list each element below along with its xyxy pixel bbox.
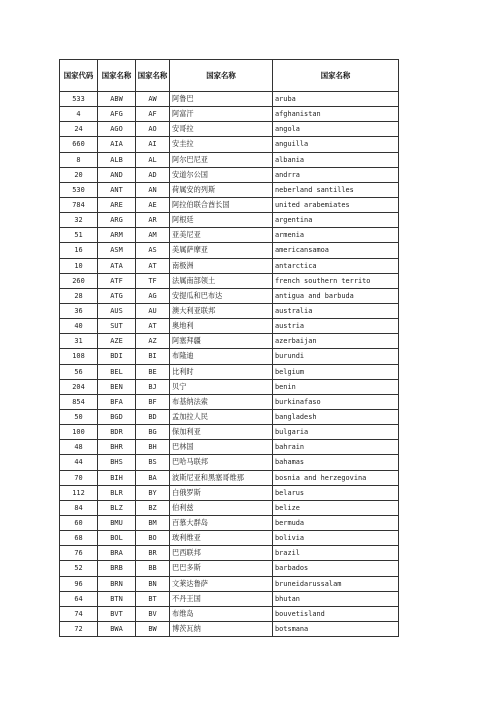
cell-english-name: australia <box>273 303 399 318</box>
cell-chinese-name: 保加利亚 <box>170 425 273 440</box>
cell-chinese-name: 巴巴多斯 <box>170 561 273 576</box>
cell-english-name: brazil <box>273 546 399 561</box>
cell-numeric-code: 108 <box>60 349 98 364</box>
cell-chinese-name: 玻利维亚 <box>170 531 273 546</box>
cell-numeric-code: 36 <box>60 303 98 318</box>
cell-alpha3-code: ANT <box>98 182 136 197</box>
table-row <box>60 546 399 561</box>
table-row <box>60 107 399 122</box>
cell-numeric-code: 20 <box>60 167 98 182</box>
cell-english-name: bouvetisland <box>273 606 399 621</box>
cell-alpha3-code: BEL <box>98 364 136 379</box>
cell-chinese-name: 贝宁 <box>170 379 273 394</box>
header-english-name: 国家名称 <box>273 60 399 92</box>
table-row <box>60 440 399 455</box>
cell-numeric-code: 72 <box>60 621 98 636</box>
cell-alpha3-code: ALB <box>98 152 136 167</box>
cell-alpha3-code: ATG <box>98 288 136 303</box>
cell-chinese-name: 阿富汗 <box>170 107 273 122</box>
cell-numeric-code: 16 <box>60 243 98 258</box>
cell-numeric-code: 784 <box>60 197 98 212</box>
table-row <box>60 319 399 334</box>
cell-numeric-code: 60 <box>60 515 98 530</box>
cell-english-name: bahamas <box>273 455 399 470</box>
cell-numeric-code: 660 <box>60 137 98 152</box>
cell-alpha3-code: BTN <box>98 591 136 606</box>
cell-alpha3-code: ATF <box>98 273 136 288</box>
cell-english-name: neberland santilles <box>273 182 399 197</box>
cell-alpha2-code: AN <box>136 182 170 197</box>
table-row <box>60 364 399 379</box>
header-alpha2: 国家名称 <box>136 60 170 92</box>
cell-english-name: argentina <box>273 213 399 228</box>
table-row <box>60 379 399 394</box>
cell-numeric-code: 32 <box>60 213 98 228</box>
cell-alpha2-code: BJ <box>136 379 170 394</box>
table-row <box>60 394 399 409</box>
table-header-row <box>60 60 399 92</box>
cell-numeric-code: 8 <box>60 152 98 167</box>
cell-english-name: armenia <box>273 228 399 243</box>
cell-english-name: botsmana <box>273 621 399 636</box>
cell-english-name: bosnia and herzegovina <box>273 470 399 485</box>
cell-alpha3-code: AGO <box>98 122 136 137</box>
cell-alpha3-code: BDR <box>98 425 136 440</box>
cell-chinese-name: 巴西联邦 <box>170 546 273 561</box>
cell-chinese-name: 阿拉伯联合酋长国 <box>170 197 273 212</box>
cell-alpha2-code: AS <box>136 243 170 258</box>
table-row <box>60 515 399 530</box>
cell-alpha2-code: AI <box>136 137 170 152</box>
cell-alpha2-code: BW <box>136 621 170 636</box>
cell-alpha3-code: AZE <box>98 334 136 349</box>
table-row <box>60 591 399 606</box>
cell-alpha3-code: ABW <box>98 92 136 107</box>
cell-numeric-code: 24 <box>60 122 98 137</box>
table-row <box>60 213 399 228</box>
cell-alpha2-code: TF <box>136 273 170 288</box>
cell-alpha2-code: BV <box>136 606 170 621</box>
table-row <box>60 258 399 273</box>
cell-chinese-name: 阿尔巴尼亚 <box>170 152 273 167</box>
cell-chinese-name: 奥地利 <box>170 319 273 334</box>
table-row <box>60 137 399 152</box>
cell-alpha3-code: AIA <box>98 137 136 152</box>
cell-numeric-code: 10 <box>60 258 98 273</box>
cell-alpha3-code: BRB <box>98 561 136 576</box>
table-row <box>60 288 399 303</box>
cell-alpha2-code: AT <box>136 319 170 334</box>
table-row <box>60 455 399 470</box>
cell-english-name: anguilla <box>273 137 399 152</box>
cell-numeric-code: 68 <box>60 531 98 546</box>
cell-chinese-name: 布维岛 <box>170 606 273 621</box>
cell-alpha2-code: BF <box>136 394 170 409</box>
table-row <box>60 485 399 500</box>
cell-english-name: americansamoa <box>273 243 399 258</box>
cell-english-name: bruneidarussalam <box>273 576 399 591</box>
table-row <box>60 334 399 349</box>
cell-alpha3-code: BIH <box>98 470 136 485</box>
cell-alpha2-code: AE <box>136 197 170 212</box>
cell-chinese-name: 博茨瓦纳 <box>170 621 273 636</box>
table-body <box>60 92 399 637</box>
cell-alpha3-code: BFA <box>98 394 136 409</box>
cell-chinese-name: 阿根廷 <box>170 213 273 228</box>
cell-numeric-code: 70 <box>60 470 98 485</box>
table-row <box>60 576 399 591</box>
cell-numeric-code: 52 <box>60 561 98 576</box>
table-row <box>60 621 399 636</box>
cell-english-name: united arabemiates <box>273 197 399 212</box>
cell-chinese-name: 波斯尼亚和黑塞哥维那 <box>170 470 273 485</box>
cell-chinese-name: 安提瓜和巴布达 <box>170 288 273 303</box>
cell-alpha3-code: BHR <box>98 440 136 455</box>
table-row <box>60 92 399 107</box>
cell-alpha3-code: ARG <box>98 213 136 228</box>
cell-chinese-name: 不丹王国 <box>170 591 273 606</box>
cell-english-name: french southern territo <box>273 273 399 288</box>
cell-chinese-name: 亚美尼亚 <box>170 228 273 243</box>
cell-chinese-name: 百慕大群岛 <box>170 515 273 530</box>
cell-alpha3-code: ASM <box>98 243 136 258</box>
cell-english-name: antigua and barbuda <box>273 288 399 303</box>
cell-chinese-name: 美属萨摩亚 <box>170 243 273 258</box>
cell-numeric-code: 31 <box>60 334 98 349</box>
header-country-code: 国家代码 <box>60 60 98 92</box>
cell-english-name: burundi <box>273 349 399 364</box>
cell-alpha3-code: ATA <box>98 258 136 273</box>
cell-alpha3-code: BGD <box>98 409 136 424</box>
cell-chinese-name: 阿塞拜疆 <box>170 334 273 349</box>
cell-numeric-code: 854 <box>60 394 98 409</box>
cell-english-name: austria <box>273 319 399 334</box>
cell-alpha2-code: BO <box>136 531 170 546</box>
cell-alpha3-code: BVT <box>98 606 136 621</box>
cell-alpha3-code: BRN <box>98 576 136 591</box>
table-row <box>60 606 399 621</box>
cell-alpha2-code: BH <box>136 440 170 455</box>
cell-numeric-code: 44 <box>60 455 98 470</box>
cell-chinese-name: 安哥拉 <box>170 122 273 137</box>
table-row <box>60 152 399 167</box>
cell-numeric-code: 84 <box>60 500 98 515</box>
cell-alpha2-code: BB <box>136 561 170 576</box>
cell-english-name: albania <box>273 152 399 167</box>
table-row <box>60 425 399 440</box>
cell-alpha3-code: BLR <box>98 485 136 500</box>
cell-alpha2-code: BN <box>136 576 170 591</box>
cell-numeric-code: 533 <box>60 92 98 107</box>
cell-alpha2-code: AD <box>136 167 170 182</box>
cell-alpha2-code: BA <box>136 470 170 485</box>
table-row <box>60 197 399 212</box>
cell-alpha2-code: BE <box>136 364 170 379</box>
cell-numeric-code: 51 <box>60 228 98 243</box>
cell-english-name: antarctica <box>273 258 399 273</box>
cell-english-name: bolivia <box>273 531 399 546</box>
cell-chinese-name: 伯利兹 <box>170 500 273 515</box>
table-row <box>60 303 399 318</box>
cell-alpha2-code: AU <box>136 303 170 318</box>
cell-english-name: bahrain <box>273 440 399 455</box>
cell-numeric-code: 530 <box>60 182 98 197</box>
cell-chinese-name: 孟加拉人民 <box>170 409 273 424</box>
cell-english-name: benin <box>273 379 399 394</box>
cell-english-name: bulgaria <box>273 425 399 440</box>
cell-chinese-name: 布隆迪 <box>170 349 273 364</box>
cell-numeric-code: 28 <box>60 288 98 303</box>
cell-alpha3-code: BMU <box>98 515 136 530</box>
cell-english-name: belgium <box>273 364 399 379</box>
cell-chinese-name: 巴林国 <box>170 440 273 455</box>
cell-alpha2-code: AG <box>136 288 170 303</box>
header-alpha3: 国家名称 <box>98 60 136 92</box>
cell-english-name: angola <box>273 122 399 137</box>
cell-alpha2-code: BT <box>136 591 170 606</box>
table-row <box>60 470 399 485</box>
cell-alpha3-code: BHS <box>98 455 136 470</box>
cell-english-name: bermuda <box>273 515 399 530</box>
cell-alpha2-code: AL <box>136 152 170 167</box>
table-row <box>60 228 399 243</box>
cell-english-name: belarus <box>273 485 399 500</box>
cell-alpha2-code: BD <box>136 409 170 424</box>
cell-alpha2-code: AM <box>136 228 170 243</box>
cell-alpha3-code: SUT <box>98 319 136 334</box>
cell-alpha3-code: BRA <box>98 546 136 561</box>
cell-alpha2-code: AF <box>136 107 170 122</box>
cell-chinese-name: 白俄罗斯 <box>170 485 273 500</box>
cell-alpha2-code: AT <box>136 258 170 273</box>
table-row <box>60 349 399 364</box>
table-row <box>60 409 399 424</box>
cell-alpha2-code: BM <box>136 515 170 530</box>
cell-numeric-code: 4 <box>60 107 98 122</box>
cell-alpha2-code: BI <box>136 349 170 364</box>
cell-alpha2-code: BR <box>136 546 170 561</box>
country-code-table <box>59 59 399 637</box>
table-row <box>60 531 399 546</box>
table-row <box>60 273 399 288</box>
cell-english-name: aruba <box>273 92 399 107</box>
cell-alpha2-code: BS <box>136 455 170 470</box>
cell-chinese-name: 法属南部领土 <box>170 273 273 288</box>
cell-alpha2-code: AR <box>136 213 170 228</box>
cell-chinese-name: 南极洲 <box>170 258 273 273</box>
cell-numeric-code: 204 <box>60 379 98 394</box>
cell-chinese-name: 阿鲁巴 <box>170 92 273 107</box>
cell-alpha2-code: AZ <box>136 334 170 349</box>
table-row <box>60 122 399 137</box>
cell-chinese-name: 比利时 <box>170 364 273 379</box>
cell-alpha3-code: ARM <box>98 228 136 243</box>
cell-english-name: belize <box>273 500 399 515</box>
header-chinese-name: 国家名称 <box>170 60 273 92</box>
cell-numeric-code: 74 <box>60 606 98 621</box>
cell-chinese-name: 安圭拉 <box>170 137 273 152</box>
cell-alpha3-code: ARE <box>98 197 136 212</box>
cell-alpha3-code: BLZ <box>98 500 136 515</box>
cell-alpha2-code: AO <box>136 122 170 137</box>
cell-alpha2-code: AW <box>136 92 170 107</box>
cell-numeric-code: 112 <box>60 485 98 500</box>
cell-numeric-code: 40 <box>60 319 98 334</box>
cell-alpha2-code: BY <box>136 485 170 500</box>
cell-english-name: azerbaijan <box>273 334 399 349</box>
cell-alpha3-code: AND <box>98 167 136 182</box>
cell-english-name: barbados <box>273 561 399 576</box>
cell-alpha3-code: AFG <box>98 107 136 122</box>
country-code-table-sheet <box>59 59 399 637</box>
cell-alpha3-code: AUS <box>98 303 136 318</box>
cell-english-name: burkinafaso <box>273 394 399 409</box>
cell-numeric-code: 50 <box>60 409 98 424</box>
cell-english-name: andrra <box>273 167 399 182</box>
cell-numeric-code: 96 <box>60 576 98 591</box>
cell-alpha3-code: BWA <box>98 621 136 636</box>
cell-alpha2-code: BG <box>136 425 170 440</box>
table-row <box>60 243 399 258</box>
cell-english-name: bangladesh <box>273 409 399 424</box>
cell-numeric-code: 56 <box>60 364 98 379</box>
cell-numeric-code: 76 <box>60 546 98 561</box>
cell-numeric-code: 48 <box>60 440 98 455</box>
cell-chinese-name: 布基纳法索 <box>170 394 273 409</box>
cell-alpha2-code: BZ <box>136 500 170 515</box>
cell-chinese-name: 安道尔公国 <box>170 167 273 182</box>
table-row <box>60 182 399 197</box>
cell-numeric-code: 260 <box>60 273 98 288</box>
cell-english-name: bhutan <box>273 591 399 606</box>
cell-chinese-name: 澳大利亚联邦 <box>170 303 273 318</box>
cell-numeric-code: 100 <box>60 425 98 440</box>
cell-english-name: afghanistan <box>273 107 399 122</box>
table-row <box>60 167 399 182</box>
cell-chinese-name: 文莱达鲁萨 <box>170 576 273 591</box>
cell-alpha3-code: BDI <box>98 349 136 364</box>
cell-alpha3-code: BEN <box>98 379 136 394</box>
cell-chinese-name: 荷属安的列斯 <box>170 182 273 197</box>
table-row <box>60 561 399 576</box>
cell-alpha3-code: BOL <box>98 531 136 546</box>
table-row <box>60 500 399 515</box>
cell-chinese-name: 巴哈马联邦 <box>170 455 273 470</box>
cell-numeric-code: 64 <box>60 591 98 606</box>
